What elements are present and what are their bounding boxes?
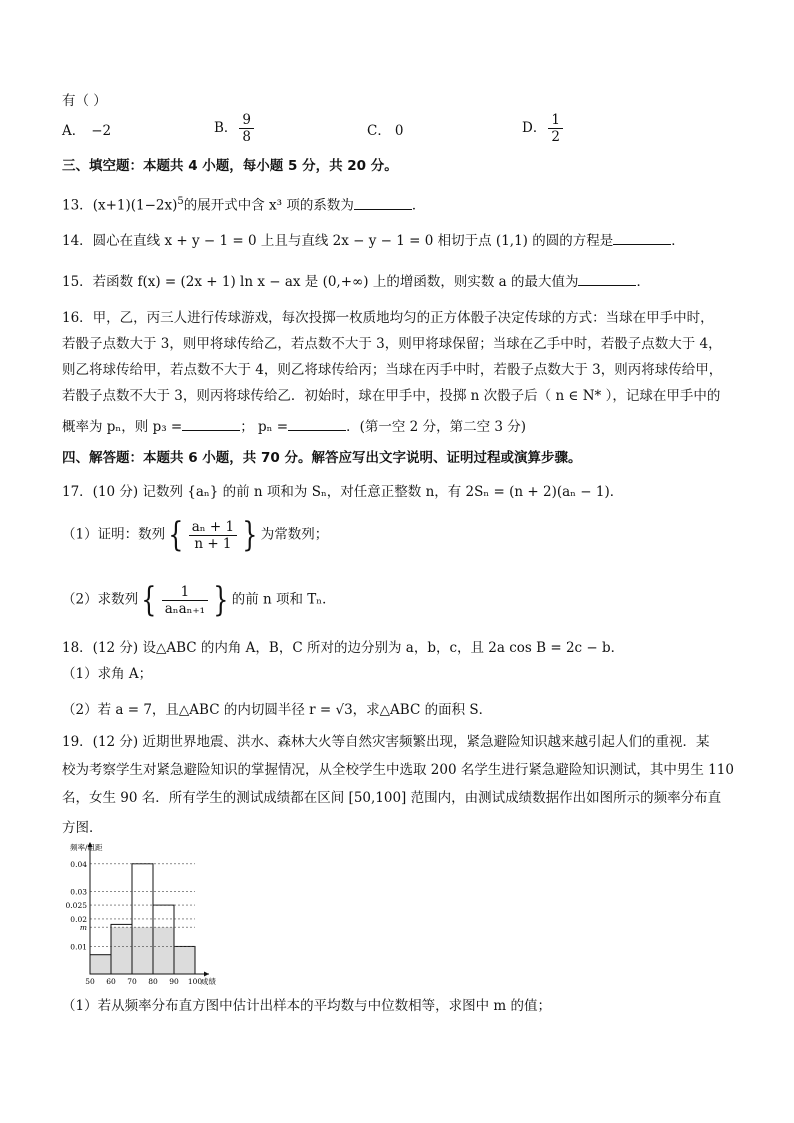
q17-part-1 xyxy=(62,515,329,555)
q16-text-c: ．(第一空 2 分，第二空 3 分) xyxy=(346,419,527,435)
x-tick-label: 90 xyxy=(169,977,179,986)
left-brace: { xyxy=(141,580,157,620)
q12-option-a[interactable] xyxy=(62,121,111,141)
q18-part-2: （2）若 a = 7，且△ABC 的内切圆半径 r = √3，求△ABC 的面积 S． xyxy=(62,702,493,718)
y-axis-label: 频率/组距 xyxy=(70,843,103,852)
q17-part-2 xyxy=(62,580,336,620)
option-d-label: D． xyxy=(522,120,547,136)
histogram-shade-0 xyxy=(90,955,111,974)
q17-p2-den: aₙaₙ₊₁ xyxy=(164,600,206,617)
y-tick-label: m xyxy=(79,923,87,933)
q16-line-5 xyxy=(62,416,526,437)
y-tick-label: 0.03 xyxy=(70,887,87,897)
right-brace: } xyxy=(242,515,258,555)
q17-p1-pre: （1）证明：数列 xyxy=(62,526,166,543)
x-tick-label: 80 xyxy=(148,977,158,986)
q17-stem: 17．(10 分) 记数列 {aₙ} 的前 n 项和为 Sₙ，对任意正整数 n，有 2Sₙ = (n + 2)(aₙ − 1)． xyxy=(62,484,624,500)
q17-p1-fraction xyxy=(189,519,237,552)
y-tick-label: 0.02 xyxy=(70,914,87,924)
q16-text-a: 概率为 pₙ，则 p₃ = xyxy=(62,419,183,435)
q16-line-4: 若骰子点数不大于 3，则丙将球传给乙．初始时，球在甲手中，投掷 n 次骰子后（ n ∈ N* ），记球在甲手中的 xyxy=(62,388,721,404)
q19-line-3: 名，女生 90 名．所有学生的测试成绩都在区间 [50,100] 范围内，由测试成绩数据作出如图所示的频率分布直 xyxy=(62,790,722,806)
x-axis-arrow-icon xyxy=(204,972,209,977)
histogram-shade-3 xyxy=(153,927,174,974)
q14-text: 14．圆心在直线 x + y − 1 = 0 上且与直线 2x − y − 1 = 0 相切于点 (1,1) 的圆的方程是 xyxy=(62,233,614,249)
q16-line-1: 16．甲，乙，丙三人进行传球游戏，每次投掷一枚质地均匀的正方体骰子决定传球的方式：当球在甲手中时， xyxy=(62,310,714,326)
y-tick-label: 0.01 xyxy=(70,942,87,952)
q17-p2-pre: （2）求数列 xyxy=(62,591,139,608)
option-d-den: 2 xyxy=(551,129,560,145)
q13-exponent: 5 xyxy=(177,196,184,207)
q12-option-d[interactable] xyxy=(522,112,565,145)
q16-line-2: 若骰子点数大于 3，则甲将球传给乙，若点数不大于 3，则甲将球保留；当球在乙手中时，若骰子点数大于 4， xyxy=(62,336,722,352)
q12-tail: 有（ ） xyxy=(62,93,107,109)
q16-blank-2[interactable] xyxy=(288,416,346,431)
frequency-histogram xyxy=(62,842,232,1012)
x-axis-label: 成绩 xyxy=(201,977,216,986)
q13-expression: (x+1)(1−2x) xyxy=(92,197,178,214)
question-13: 13．$(x+1)(1-2x)^5$的展开式中含 x³ 项的系数为 ． xyxy=(62,196,426,214)
option-d-fraction xyxy=(548,112,563,145)
x-tick-label: 60 xyxy=(106,977,116,986)
x-tick-label: 70 xyxy=(127,977,137,986)
q18-stem: 18．(12 分) 设△ABC 的内角 A，B，C 所对的边分别为 a，b，c，且 2a cos B = 2c − b． xyxy=(62,640,625,656)
histogram-shade-2 xyxy=(132,927,153,974)
q17-p1-num: aₙ + 1 xyxy=(189,519,237,536)
q17-p2-num: 1 xyxy=(162,584,208,601)
q12-option-b[interactable] xyxy=(214,112,256,145)
q13-text: 的展开式中含 x³ 项的系数为 xyxy=(183,197,354,214)
x-tick-label: 100 xyxy=(187,977,203,986)
q17-p2-post: 的前 n 项和 Tₙ． xyxy=(231,591,336,608)
option-b-fraction xyxy=(239,112,254,145)
right-brace: } xyxy=(213,580,229,620)
question-15: 15．若函数 f(x) = (2x + 1) ln x − ax 是 (0,+∞) 上的增函数，则实数 a 的最大值为 ． xyxy=(62,271,650,292)
histogram-shade-4 xyxy=(174,946,195,974)
option-c-value: 0 xyxy=(394,123,404,139)
y-tick-label: 0.04 xyxy=(70,859,87,869)
option-c-label: C． xyxy=(367,123,391,139)
q19-line-4: 方图． xyxy=(62,820,103,836)
q18-part-1: （1）求角 A； xyxy=(62,666,153,682)
option-a-label: A． xyxy=(62,123,86,139)
option-b-den: 8 xyxy=(242,129,252,145)
q17-p2-fraction xyxy=(162,584,208,617)
option-a-value: −2 xyxy=(91,123,112,139)
q14-answer-blank[interactable] xyxy=(613,230,671,245)
section-4-title: 四、解答题：本题共 6 小题，共 70 分。解答应写出文字说明、证明过程或演算步骤。 xyxy=(62,450,582,466)
q19-line-1: 19．(12 分) 近期世界地震、洪水、森林大火等自然灾害频繁出现，紧急避险知识越来越引起人们的重视．某 xyxy=(62,734,710,750)
q16-line-3: 则乙将球传给甲，若点数不大于 4，则乙将球传给丙；当球在丙手中时，若骰子点数大于 3，则丙将球传给甲， xyxy=(62,362,723,378)
q16-text-b: ； pₙ = xyxy=(240,419,289,435)
y-tick-label: 0.025 xyxy=(65,901,87,911)
q15-text: 15．若函数 f(x) = (2x + 1) ln x − ax 是 (0,+∞) 上的增函数，则实数 a 的最大值为 xyxy=(62,274,579,290)
left-brace: { xyxy=(168,515,184,555)
q13-number: 13． xyxy=(62,197,93,214)
q19-line-2: 校为考察学生对紧急避险知识的掌握情况，从全校学生中选取 200 名学生进行紧急避险知识测试，其中男生 110 xyxy=(62,762,734,778)
section-3-title: 三、填空题：本题共 4 小题，每小题 5 分，共 20 分。 xyxy=(62,158,398,174)
x-tick-label: 50 xyxy=(85,977,95,986)
option-b-label: B． xyxy=(214,120,238,136)
q12-option-c[interactable] xyxy=(367,121,403,141)
q17-p1-den: n + 1 xyxy=(194,535,232,552)
option-d-num: 1 xyxy=(548,112,563,129)
option-b-num: 9 xyxy=(239,112,254,129)
q19-part-1: （1）若从频率分布直方图中估计出样本的平均数与中位数相等，求图中 m 的值； xyxy=(62,998,551,1014)
histogram-shade-1 xyxy=(111,927,132,974)
q17-p1-post: 为常数列； xyxy=(260,526,329,543)
q13-answer-blank[interactable] xyxy=(354,195,412,210)
q16-blank-1[interactable] xyxy=(182,416,240,431)
q15-answer-blank[interactable] xyxy=(578,271,636,286)
question-14: 14．圆心在直线 x + y − 1 = 0 上且与直线 2x − y − 1 = 0 相切于点 (1,1) 的圆的方程是 ． xyxy=(62,230,685,251)
